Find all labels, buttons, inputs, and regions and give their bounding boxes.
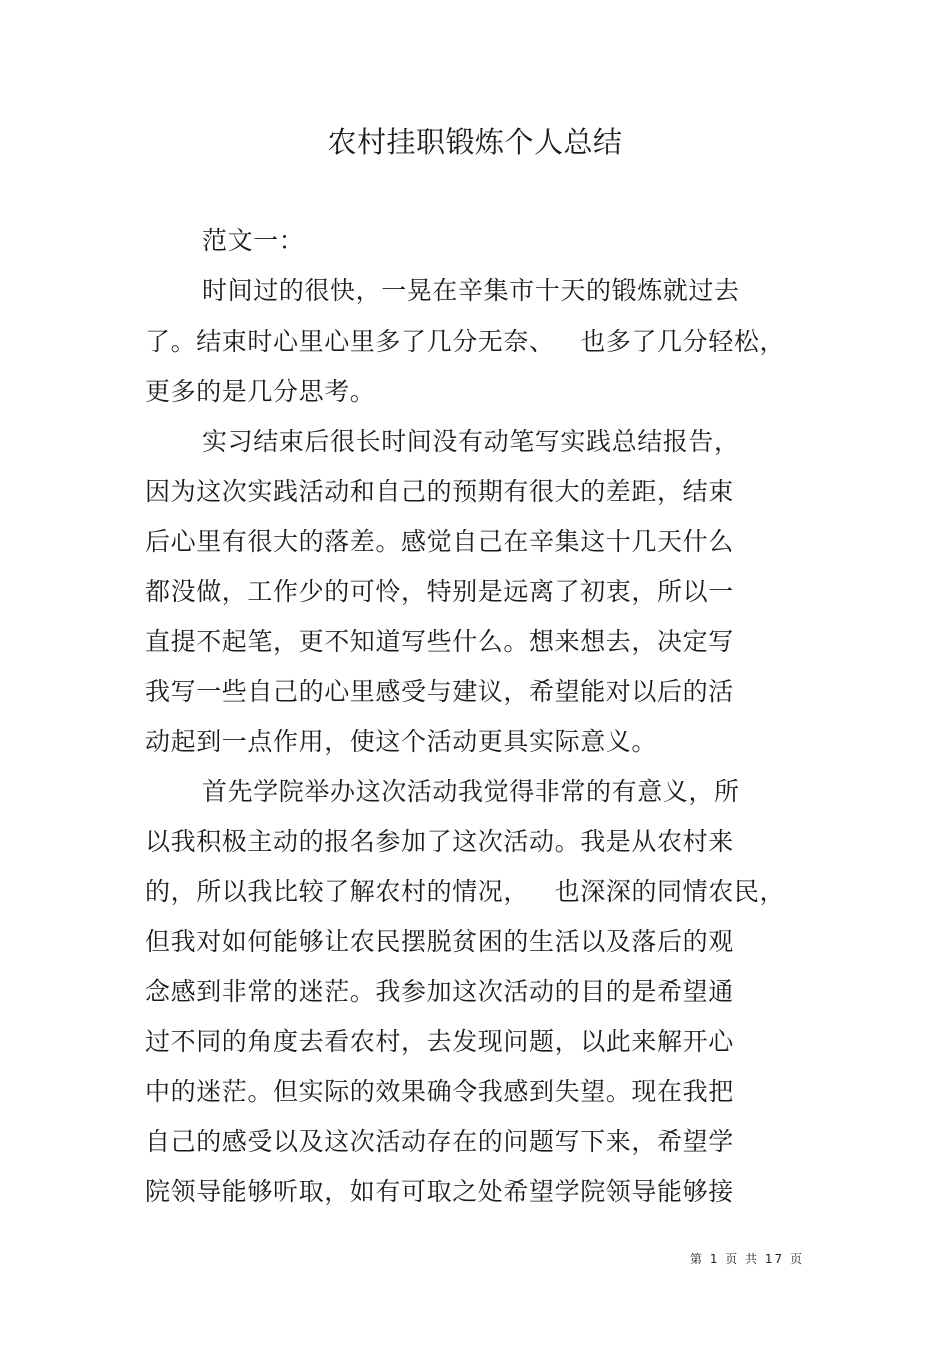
paragraph-line: 过不同的角度去看农村，去发现问题，以此来解开心 bbox=[145, 1027, 734, 1056]
paragraph-line: 更多的是几分思考。 bbox=[145, 377, 376, 406]
paragraph-line: 以我积极主动的报名参加了这次活动。我是从农村来 bbox=[145, 827, 734, 856]
paragraph-line: 但我对如何能够让农民摆脱贫困的生活以及落后的观 bbox=[145, 927, 734, 956]
paragraph-line: 首先学院举办这次活动我觉得非常的有意义，所 bbox=[202, 777, 740, 806]
paragraph-line: 念感到非常的迷茫。我参加这次活动的目的是希望通 bbox=[145, 977, 734, 1006]
paragraph-line: 院领导能够听取，如有可取之处希望学院领导能够接 bbox=[145, 1177, 734, 1206]
paragraph-line: 时间过的很快，一晃在辛集市十天的锻炼就过去 bbox=[202, 276, 740, 305]
paragraph-line: 实习结束后很长时间没有动笔写实践总结报告， bbox=[202, 427, 740, 456]
paragraph-line: 因为这次实践活动和自己的预期有很大的差距，结束 bbox=[145, 477, 734, 506]
paragraph-line: 直提不起笔，更不知道写些什么。想来想去，决定写 bbox=[145, 627, 734, 656]
document-title: 农村挂职锻炼个人总结 bbox=[327, 125, 623, 159]
section-label: 范文一： bbox=[202, 226, 305, 255]
paragraph-line: 中的迷茫。但实际的效果确令我感到失望。现在我把 bbox=[145, 1077, 734, 1106]
paragraph-line: 了。结束时心里心里多了几分无奈、 也多了几分轻松， bbox=[145, 327, 786, 356]
paragraph-line: 动起到一点作用，使这个活动更具实际意义。 bbox=[145, 727, 658, 756]
paragraph-line: 都没做，工作少的可怜，特别是远离了初衷，所以一 bbox=[145, 577, 734, 606]
paragraph-line: 的，所以我比较了解农村的情况， 也深深的同情农民， bbox=[145, 877, 786, 906]
paragraph-line: 我写一些自己的心里感受与建议，希望能对以后的活 bbox=[145, 677, 734, 706]
paragraph-line: 后心里有很大的落差。感觉自己在辛集这十几天什么 bbox=[145, 527, 734, 556]
paragraph-line: 自己的感受以及这次活动存在的问题写下来，希望学 bbox=[145, 1127, 734, 1156]
page-number: 第 1 页 共 17 页 bbox=[690, 1252, 804, 1266]
